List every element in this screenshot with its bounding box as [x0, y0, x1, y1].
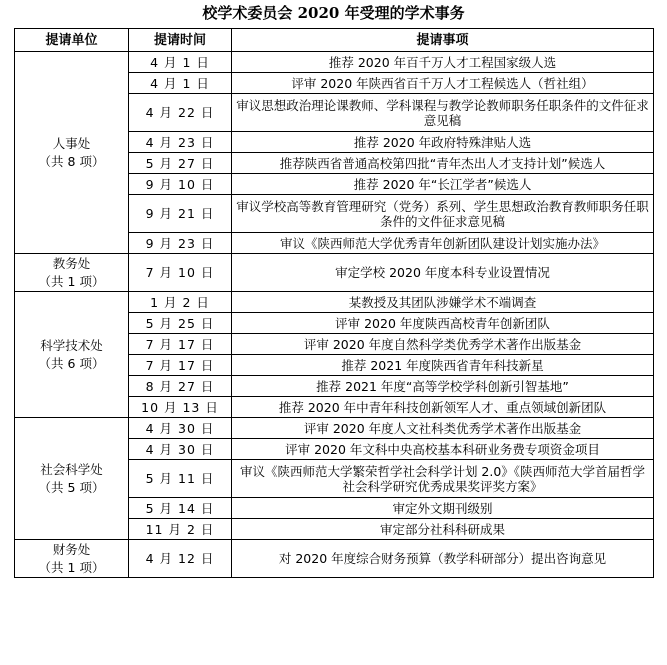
date-cell: 10 月 13 日	[129, 397, 232, 418]
unit-count: （共 1 项）	[38, 273, 105, 289]
matter-cell: 审定学校 2020 年度本科专业设置情况	[232, 254, 654, 292]
date-cell: 4 月 1 日	[129, 52, 232, 73]
table-header-row	[15, 29, 654, 52]
date-cell: 4 月 30 日	[129, 439, 232, 460]
date-cell: 4 月 22 日	[129, 94, 232, 132]
date-cell: 9 月 23 日	[129, 233, 232, 254]
date-cell: 5 月 27 日	[129, 153, 232, 174]
matter-cell: 评审 2020 年度人文社科类优秀学术著作出版基金	[232, 418, 654, 439]
matter-cell: 推荐 2020 年“长江学者”候选人	[232, 174, 654, 195]
unit-cell	[15, 254, 129, 292]
date-cell: 7 月 10 日	[129, 254, 232, 292]
unit-count: （共 5 项）	[38, 479, 105, 495]
unit-count: （共 8 项）	[38, 153, 105, 169]
matter-cell: 推荐 2021 年度陕西省青年科技新星	[232, 355, 654, 376]
matter-cell: 审定外文期刊级别	[232, 498, 654, 519]
date-cell: 7 月 17 日	[129, 355, 232, 376]
date-cell: 11 月 2 日	[129, 519, 232, 540]
unit-name: 人事处	[52, 135, 91, 151]
date-cell: 5 月 14 日	[129, 498, 232, 519]
unit-name: 社会科学处	[40, 461, 103, 477]
matter-cell: 某教授及其团队涉嫌学术不端调查	[232, 292, 654, 313]
date-cell: 4 月 1 日	[129, 73, 232, 94]
matter-cell: 推荐 2020 年百千万人才工程国家级人选	[232, 52, 654, 73]
unit-count: （共 6 项）	[38, 355, 105, 371]
matter-cell: 审议思想政治理论课教师、学科课程与教学论教师职务任职条件的文件征求意见稿	[232, 94, 654, 132]
table-row	[15, 254, 654, 292]
matter-cell: 审定部分社科科研成果	[232, 519, 654, 540]
date-cell: 4 月 30 日	[129, 418, 232, 439]
matter-cell: 审议《陕西师范大学优秀青年创新团队建设计划实施办法》	[232, 233, 654, 254]
unit-name: 教务处	[52, 255, 91, 271]
date-cell: 5 月 25 日	[129, 313, 232, 334]
date-cell: 1 月 2 日	[129, 292, 232, 313]
matter-cell: 评审 2020 年度自然科学类优秀学术著作出版基金	[232, 334, 654, 355]
date-cell: 5 月 11 日	[129, 460, 232, 498]
table-row	[15, 418, 654, 439]
date-cell: 4 月 12 日	[129, 540, 232, 578]
header-matter: 提请事项	[232, 29, 654, 52]
matter-cell: 审议《陕西师范大学繁荣哲学社会科学计划 2.0》《陕西师范大学首届哲学社会科学研究优秀成果奖评奖方案》	[232, 460, 654, 498]
date-cell: 4 月 23 日	[129, 132, 232, 153]
date-cell: 7 月 17 日	[129, 334, 232, 355]
unit-name: 财务处	[52, 541, 91, 557]
table-row	[15, 52, 654, 73]
matter-cell: 推荐 2020 年中青年科技创新领军人才、重点领域创新团队	[232, 397, 654, 418]
matter-cell: 评审 2020 年度陕西高校青年创新团队	[232, 313, 654, 334]
matter-cell: 对 2020 年度综合财务预算（教学科研部分）提出咨询意见	[232, 540, 654, 578]
unit-cell	[15, 52, 129, 254]
date-cell: 9 月 21 日	[129, 195, 232, 233]
unit-cell	[15, 540, 129, 578]
table-body	[15, 52, 654, 578]
date-cell: 9 月 10 日	[129, 174, 232, 195]
table-row	[15, 292, 654, 313]
header-time: 提请时间	[129, 29, 232, 52]
date-cell: 8 月 27 日	[129, 376, 232, 397]
unit-count: （共 1 项）	[38, 559, 105, 575]
matter-cell: 评审 2020 年文科中央高校基本科研业务费专项资金项目	[232, 439, 654, 460]
matter-cell: 推荐 2021 年度“高等学校学科创新引智基地”	[232, 376, 654, 397]
header-unit: 提请单位	[15, 29, 129, 52]
matter-cell: 审议学校高等教育管理研究（党务）系列、学生思想政治教育教师职务任职条件的文件征求意见稿	[232, 195, 654, 233]
unit-name: 科学技术处	[40, 337, 103, 353]
table-row	[15, 540, 654, 578]
unit-cell	[15, 292, 129, 418]
unit-cell	[15, 418, 129, 540]
matter-cell: 评审 2020 年陕西省百千万人才工程候选人（哲社组）	[232, 73, 654, 94]
academic-affairs-table	[14, 28, 654, 578]
document-title: 校学术委员会 2020 年受理的学术事务	[202, 4, 465, 22]
matter-cell: 推荐陕西省普通高校第四批“青年杰出人才支持计划”候选人	[232, 153, 654, 174]
matter-cell: 推荐 2020 年政府特殊津贴人选	[232, 132, 654, 153]
